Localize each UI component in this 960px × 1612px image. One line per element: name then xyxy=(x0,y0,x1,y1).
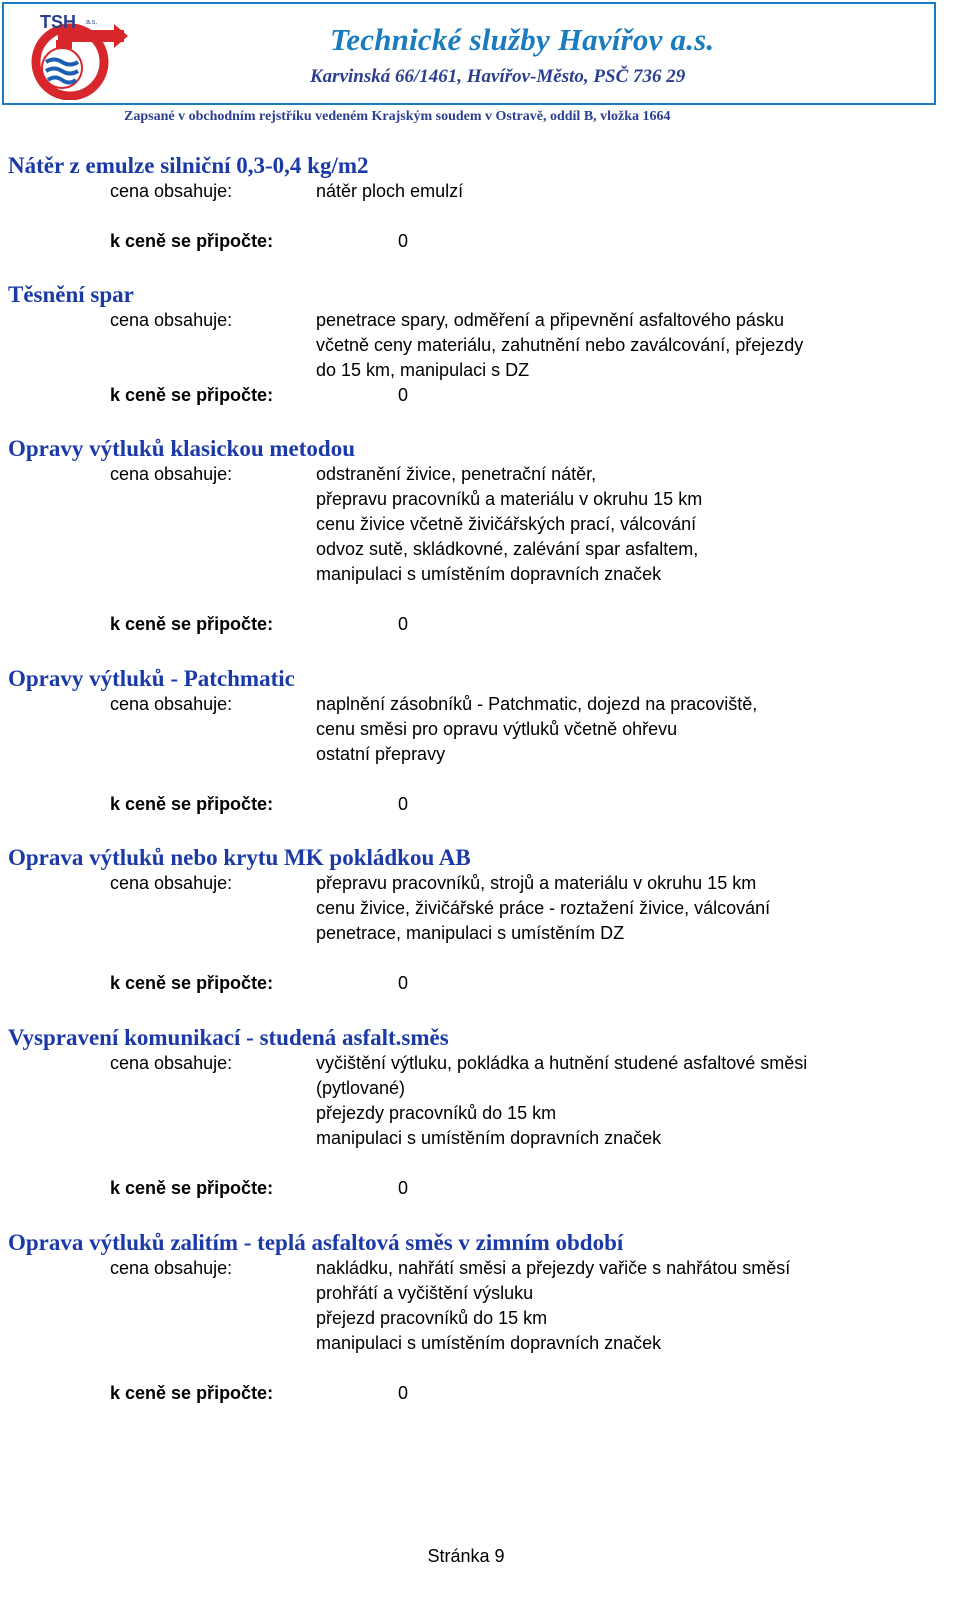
letterhead xyxy=(2,2,936,105)
logo-suffix: a.s. xyxy=(86,19,98,26)
contains-line: naplnění zásobníků - Patchmatic, dojezd na pracoviště, xyxy=(316,694,758,714)
section-title: Oprava výtluků nebo krytu MK pokládkou AB xyxy=(8,845,471,870)
contains-line: cenu živice včetně živičářských prací, válcování xyxy=(316,514,697,534)
extra-label: k ceně se připočte: xyxy=(110,385,274,405)
extra-value: 0 xyxy=(398,973,409,993)
contains-line: manipulaci s umístěním dopravních značek xyxy=(316,1128,662,1148)
contains-line: penetrace spary, odměření a připevnění asfaltového pásku xyxy=(316,310,784,330)
contains-line: cenu směsi pro opravu výtluků včetně ohřevu xyxy=(316,719,678,739)
contains-label: cena obsahuje: xyxy=(110,1053,233,1073)
contains-label: cena obsahuje: xyxy=(110,181,233,201)
contains-lines xyxy=(316,462,702,587)
contains-line: včetně ceny materiálu, zahutnění nebo zaválcování, přejezdy xyxy=(316,335,804,355)
contains-line: manipulaci s umístěním dopravních značek xyxy=(316,564,662,584)
section-title: Vyspravení komunikací - studená asfalt.směs xyxy=(8,1025,449,1050)
section-title: Opravy výtluků - Patchmatic xyxy=(8,666,295,691)
contains-line: do 15 km, manipulaci s DZ xyxy=(316,360,530,380)
extra-value: 0 xyxy=(398,385,409,405)
registry-note: Zapsané v obchodním rejstříku vedeném Krajským soudem v Ostravě, oddíl B, vložka 1664 xyxy=(124,109,671,124)
section-title: Opravy výtluků klasickou metodou xyxy=(8,436,355,461)
contains-line: nakládku, nahřátí směsi a přejezdy vařiče s nahřátou směsí xyxy=(316,1258,791,1278)
extra-label: k ceně se připočte: xyxy=(110,1383,274,1403)
contains-lines xyxy=(316,692,757,767)
section-title: Těsnění spar xyxy=(8,282,134,307)
contains-lines xyxy=(316,871,770,946)
contains-line: cenu živice, živičářské práce - roztažení živice, válcování xyxy=(316,898,771,918)
section-title: Nátěr z emulze silniční 0,3-0,4 kg/m2 xyxy=(8,153,369,178)
extra-value: 0 xyxy=(398,1178,409,1198)
contains-label: cena obsahuje: xyxy=(110,873,233,893)
extra-label: k ceně se připočte: xyxy=(110,794,274,814)
contains-line: přejezdy pracovníků do 15 km xyxy=(316,1103,557,1123)
extra-label: k ceně se připočte: xyxy=(110,614,274,634)
contains-line: manipulaci s umístěním dopravních značek xyxy=(316,1333,662,1353)
company-logo-icon xyxy=(18,10,128,100)
logo-text: TSH xyxy=(40,12,76,32)
contains-line: vyčištění výtluku, pokládka a hutnění studené asfaltové směsi xyxy=(316,1053,808,1073)
contains-line: (pytlované) xyxy=(316,1078,406,1098)
contains-lines xyxy=(316,179,463,204)
section-title: Oprava výtluků zalitím - teplá asfaltová směs v zimním období xyxy=(8,1230,624,1255)
contains-lines xyxy=(316,1256,790,1356)
contains-line: prohřátí a vyčištění výsluku xyxy=(316,1283,534,1303)
contains-line: odstranění živice, penetrační nátěr, xyxy=(316,464,597,484)
extra-label: k ceně se připočte: xyxy=(110,1178,274,1198)
contains-lines xyxy=(316,1051,807,1151)
extra-value: 0 xyxy=(398,1383,409,1403)
contains-line: nátěr ploch emulzí xyxy=(316,181,464,201)
contains-label: cena obsahuje: xyxy=(110,694,233,714)
contains-line: přepravu pracovníků a materiálu v okruhu 15 km xyxy=(316,489,703,509)
contains-line: přejezd pracovníků do 15 km xyxy=(316,1308,548,1328)
contains-lines xyxy=(316,308,803,383)
contains-line: odvoz sutě, skládkovné, zalévání spar asfaltem, xyxy=(316,539,699,559)
page-number: Stránka 9 xyxy=(427,1546,505,1566)
extra-value: 0 xyxy=(398,614,409,634)
extra-label: k ceně se připočte: xyxy=(110,231,274,251)
extra-value: 0 xyxy=(398,794,409,814)
contains-line: ostatní přepravy xyxy=(316,744,446,764)
contains-label: cena obsahuje: xyxy=(110,1258,233,1278)
contains-line: přepravu pracovníků, strojů a materiálu v okruhu 15 km xyxy=(316,873,757,893)
extra-label: k ceně se připočte: xyxy=(110,973,274,993)
contains-line: penetrace, manipulaci s umístěním DZ xyxy=(316,923,625,943)
contains-label: cena obsahuje: xyxy=(110,310,233,330)
contains-label: cena obsahuje: xyxy=(110,464,233,484)
extra-value: 0 xyxy=(398,231,409,251)
company-name: Technické služby Havířov a.s. xyxy=(330,22,715,57)
company-address: Karvinská 66/1461, Havířov-Město, PSČ 736 29 xyxy=(310,66,686,87)
